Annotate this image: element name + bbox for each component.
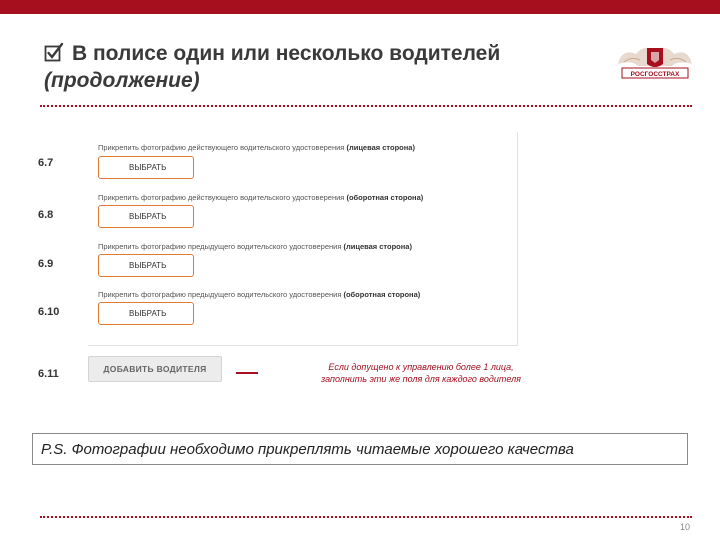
field-label: Прикрепить фотографию действующего водительского удостоверения (лицевая сторона) bbox=[98, 143, 415, 152]
annotation-note: Если допущено к управлению более 1 лица, заполнить эти же поля для каждого водителя bbox=[321, 362, 521, 384]
step-number: 6.11 bbox=[38, 368, 59, 380]
step-number: 6.9 bbox=[38, 258, 54, 270]
ps-note-box: P.S. Фотографии необходимо прикреплять читаемые хорошего качества bbox=[32, 433, 688, 465]
footer-divider bbox=[40, 516, 692, 518]
choose-file-button[interactable]: ВЫБРАТЬ bbox=[98, 156, 194, 179]
title-line-1: В полисе один или несколько водителей bbox=[72, 42, 501, 65]
choose-file-button[interactable]: ВЫБРАТЬ bbox=[98, 254, 194, 277]
header-divider bbox=[40, 105, 692, 107]
step-number: 6.7 bbox=[38, 157, 54, 169]
checkbox-checked-icon bbox=[44, 42, 64, 62]
choose-file-button[interactable]: ВЫБРАТЬ bbox=[98, 302, 194, 325]
add-driver-button[interactable]: ДОБАВИТЬ ВОДИТЕЛЯ bbox=[88, 356, 222, 382]
field-label: Прикрепить фотографию предыдущего водительского удостоверения (оборотная сторона) bbox=[98, 290, 421, 299]
page-number: 10 bbox=[679, 522, 690, 532]
top-brand-bar bbox=[0, 0, 720, 14]
annotation-dash bbox=[236, 372, 258, 374]
rosgosstrakh-logo bbox=[614, 42, 696, 84]
field-label: Прикрепить фотографию предыдущего водительского удостоверения (лицевая сторона) bbox=[98, 242, 412, 251]
logo-text: РОСГОССТРАХ bbox=[630, 71, 680, 78]
step-number: 6.8 bbox=[38, 209, 54, 221]
title-line-2: (продолжение) bbox=[44, 69, 200, 92]
page-title bbox=[44, 40, 604, 94]
choose-file-button[interactable]: ВЫБРАТЬ bbox=[98, 205, 194, 228]
step-number: 6.10 bbox=[38, 306, 60, 318]
field-label: Прикрепить фотографию действующего водительского удостоверения (оборотная сторона) bbox=[98, 193, 424, 202]
